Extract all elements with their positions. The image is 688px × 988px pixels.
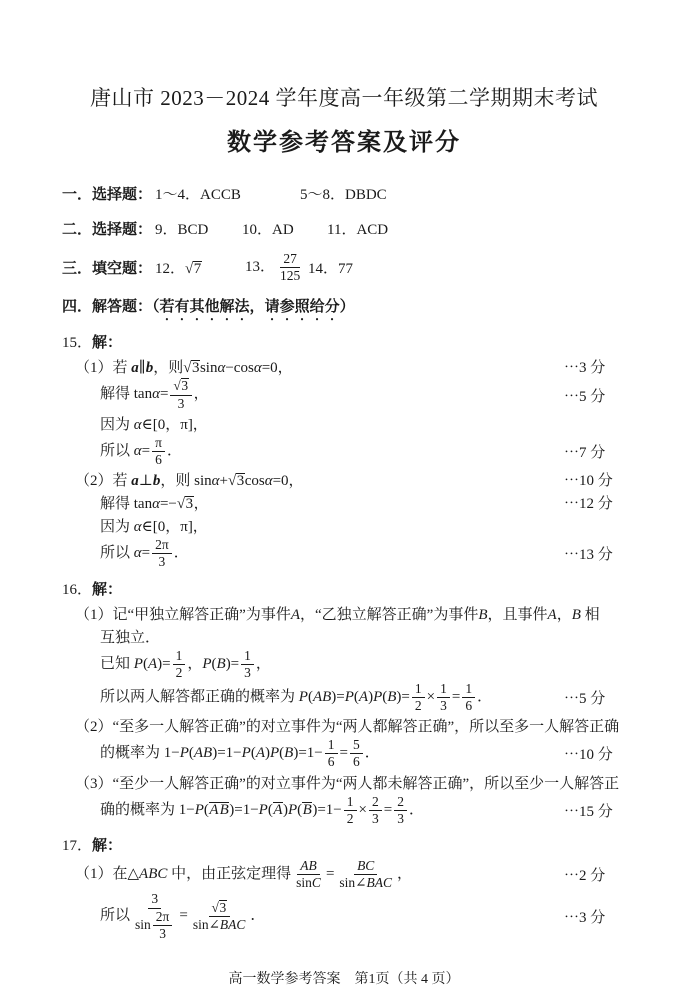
solution-line — [0, 625, 688, 648]
question-17-head — [0, 833, 688, 856]
answer-item: 9．BCD — [155, 221, 209, 238]
question-number: 16． — [62, 581, 93, 598]
solution-line — [0, 514, 688, 537]
formula: 互独立． — [100, 629, 161, 646]
score-mark: ⋯10 分 — [564, 747, 613, 764]
page-title: 唐山市 2023－2024 学年度高一年级第二学期期末考试 — [90, 86, 598, 110]
answer-row-fill-in — [0, 251, 688, 284]
formula: 所以 3 sin $\frac{2\pi}{3}$ = √3 sin∠ BAC ． — [100, 891, 266, 941]
answer-row-choice-1 — [0, 181, 688, 205]
formula: 所以两人解答都正确的概率为 P(AB)=P(A)P(B)= $\frac{1}{2}$ × $\frac{1}{3}$ = $\frac{1}{6}$ ． — [100, 680, 493, 714]
formula: 因为 α∈[0，π]， — [100, 519, 208, 536]
section-label: 四．解答题：（若有其他解法，请参照给分） — [62, 299, 355, 316]
question-head: 解： — [92, 838, 123, 854]
formula: （2）若 a⊥b，则 sinα+√3cosα=0， — [75, 473, 304, 490]
solution-line — [0, 858, 688, 891]
solution-line — [0, 412, 688, 435]
answer-item: 10．AD — [242, 221, 294, 238]
score-mark: ⋯12 分 — [564, 496, 613, 513]
formula: 确的概率为 1−P(AB)=1−P(A)P(B)=1− $\frac{1}{2}$ × $\frac{2}{3}$ = $\frac{2}{3}$ ． — [100, 793, 424, 826]
solution-line — [0, 355, 688, 378]
solution-line — [0, 491, 688, 514]
emphasized-note: 请参照给分 — [264, 299, 340, 316]
formula: （1）若 a∥b，则√3sinα−cosα=0， — [75, 360, 293, 377]
question-number: 15． — [62, 335, 93, 352]
score-mark: ⋯3 分 — [564, 360, 606, 377]
score-mark: ⋯5 分 — [564, 388, 606, 405]
solution-line — [0, 681, 688, 714]
formula: 已知 P(A)= $\frac{1}{2}$ ，P(B)= $\frac{1}{3}$ ， — [100, 647, 271, 680]
formula: 所以 α= $\frac{\pi}{6}$ ． — [100, 434, 182, 467]
solution-line — [0, 794, 688, 827]
objective-answers-section — [0, 181, 688, 324]
answer-item: 11．ACD — [327, 221, 389, 238]
solution-line — [0, 602, 688, 625]
score-mark: ⋯2 分 — [564, 868, 606, 885]
page-footer: 高一数学参考答案 第1页（共 4 页） — [228, 971, 460, 987]
free-response-header — [0, 295, 688, 324]
solution-line — [0, 648, 688, 681]
page-subtitle: 数学参考答案及评分 — [227, 129, 461, 156]
question-head: 解： — [92, 335, 123, 352]
formula: （1）记“甲独立解答正确”为事件A，“乙独立解答正确”为事件B，且事件A，B 相 — [75, 606, 600, 623]
formula: （3）“至少一人解答正确”的对立事件为“两人都未解答正确”，所以至少一人解答正 — [75, 775, 620, 792]
section-label: 二．选择题： — [62, 221, 153, 238]
score-mark: ⋯15 分 — [564, 803, 613, 820]
formula: 的概率为 1−P(AB)=1−P(A)P(B)=1− $\frac{1}{6}$ = $\frac{5}{6}$ ． — [100, 737, 380, 770]
question-16-head — [0, 577, 688, 600]
emphasized-note: 若有其他解法 — [159, 299, 250, 316]
solution-line — [0, 891, 688, 942]
formula: 所以 α= $\frac{2\pi}{3}$ ． — [100, 537, 189, 570]
score-mark: ⋯10 分 — [564, 473, 613, 490]
solution-line — [0, 714, 688, 737]
formula: （2）“至多一人解答正确”的对立事件为“两人都解答正确”，所以至多一人解答正确 — [75, 719, 620, 736]
formula: （1）在△ABC 中，由正弦定理得 AB sin C = BC sin∠ BAC ， — [75, 858, 412, 891]
solution-line — [0, 468, 688, 491]
formula: 因为 α∈[0，π]， — [100, 416, 208, 433]
question-head: 解： — [92, 581, 123, 598]
question-15-head — [0, 330, 688, 353]
answer-item: 5～8．DBDC — [300, 186, 387, 203]
solution-line — [0, 378, 688, 411]
solution-line — [0, 737, 688, 770]
formula: 解得 tanα= $\frac{√3}{3}$ ， — [100, 378, 209, 411]
solution-line — [0, 435, 688, 468]
answer-item: 1～4．ACCB — [155, 186, 241, 203]
solution-line — [0, 537, 688, 570]
score-mark: ⋯7 分 — [564, 444, 606, 461]
answer-item: 12．√7 — [155, 261, 202, 278]
score-mark: ⋯3 分 — [564, 910, 606, 927]
score-mark: ⋯5 分 — [564, 691, 606, 708]
score-mark: ⋯13 分 — [564, 547, 613, 564]
answer-row-choice-2 — [0, 216, 688, 240]
answer-item: 13． $\frac{27}{125}$ — [245, 251, 301, 284]
section-label: 一．选择题： — [62, 186, 153, 203]
section-label: 三．填空题： — [62, 261, 153, 278]
question-number: 17． — [62, 838, 93, 854]
answer-item: 14．77 — [308, 261, 354, 278]
solution-line — [0, 771, 688, 794]
formula: 解得 tanα=−√3， — [100, 496, 209, 513]
